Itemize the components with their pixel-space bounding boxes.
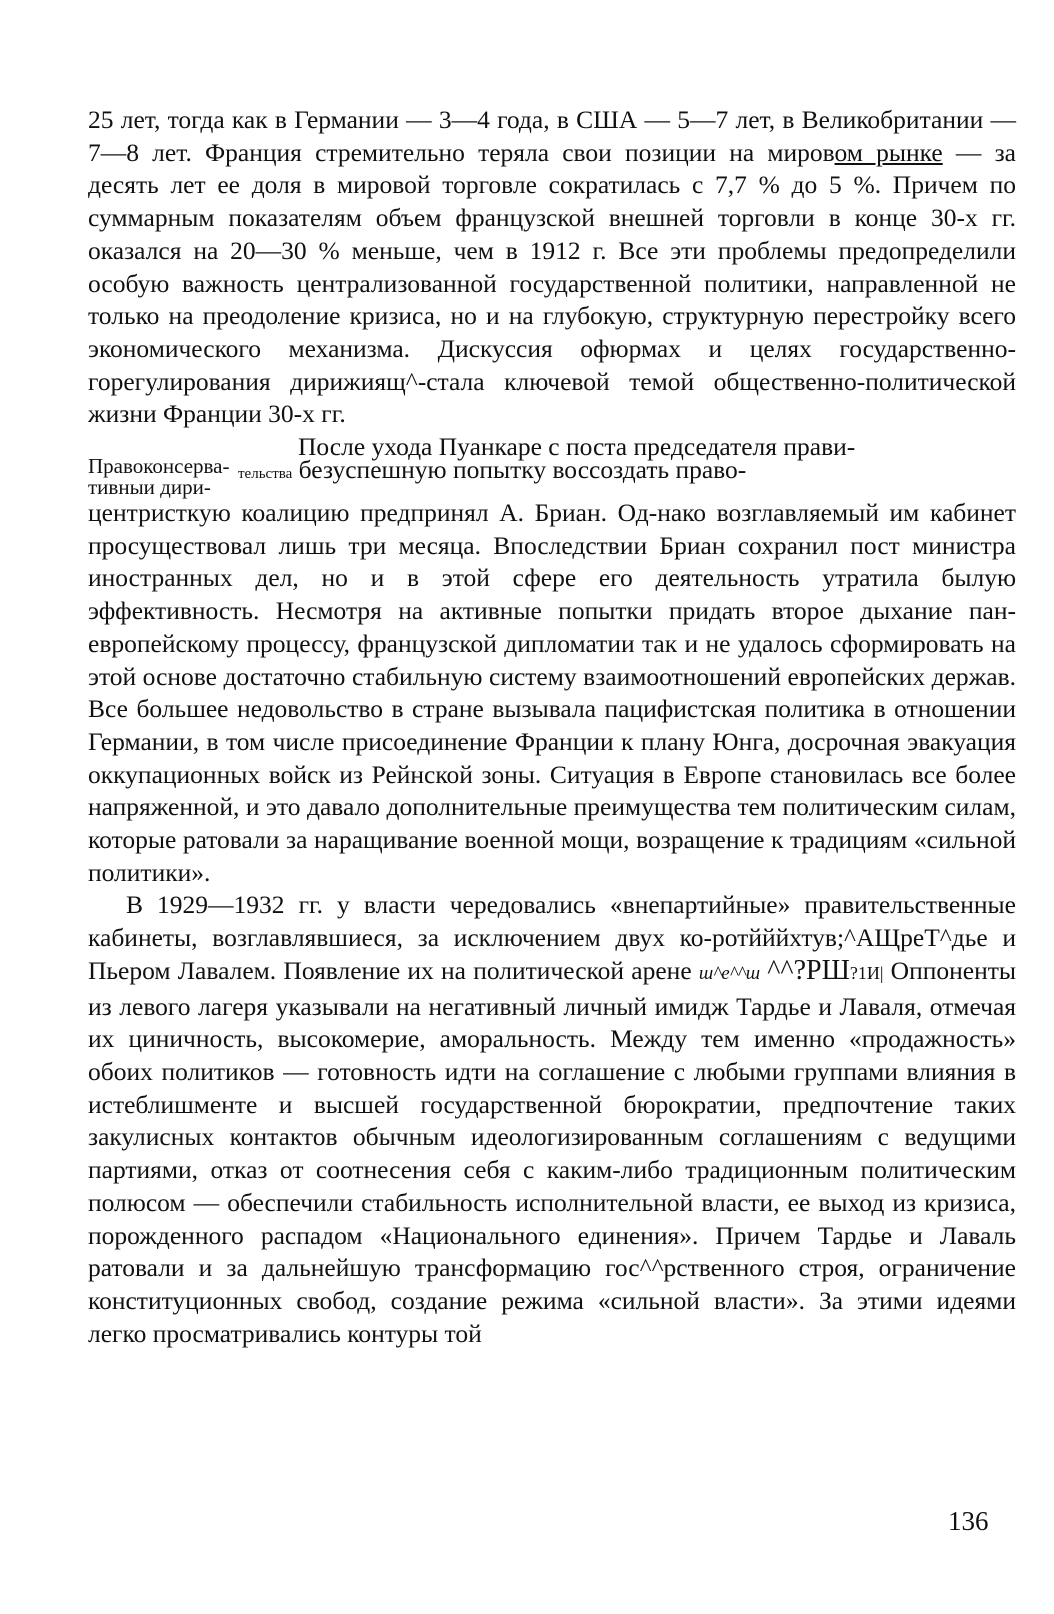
margin-note-line-1: Правоконсерва- [88, 454, 230, 479]
paragraph-2: центристкую коалицию предпринял А. Бриан. Од-нако возглавляемый им кабинет просуществовал лишь три месяца. Впоследствии Бриан сохранил пост министра иностранных дел, но и в этой сфере его деятельность утратила былую эффективность. Несмотря на активные попытки придать второе дыхание пан-европейскому процессу, французской дипломатии так и не удалось сформировать на этой основе достаточно стабильную систему взаимоотношений европейских держав. Все большее недовольство в стране вызывала пацифистская политика в отношении Германии, в том числе присоединение Франции к плану Юнга, досрочная эвакуация оккупационных войск из Рейнской зоны. Ситуация в Европе становилась все более напряженной, и это давало дополнительные преимущества тем политическим силам, которые ратовали за наращивание военной мощи, возращение к традициям «сильной политики». [88, 498, 1016, 887]
paragraph-2-first-line: После ухода Пуанкаре с поста председателя прави- [298, 432, 856, 462]
page-number: 136 [948, 1506, 989, 1536]
margin-note-line-2: тивныи дири- [88, 475, 211, 500]
paragraph-1-rest: — за десять лет ее доля в мировой торговле сократилась с 7,7 % до 5 %. Причем по суммарным показателям объем французской внешней торговли в конце 30-х гг. оказался на 20—30 % меньше, чем в 1912 г. Все эти проблемы предопределили особую важность централизованной государственной политики, направленной не только на преодоление кризиса, но и на глубокую, структурную перестройку всего экономического механизма. Дискуссия офюрмах и целях государственно-горегулирования дирижиящ^-стала ключевой темой общественно-политической жизни Франции 30-х гг. [88, 137, 1016, 429]
garbled-text-3: ?1И| [849, 962, 884, 983]
underlined-text: ом рынке [834, 137, 943, 167]
margin-note [88, 456, 288, 498]
body-text [88, 104, 1016, 1350]
marginal-row [88, 431, 1016, 500]
paragraph-1 [88, 104, 1016, 431]
paragraph-2-second-line-text: безуспешную попытку воссоздать право- [298, 455, 747, 485]
paragraph-3-start: В 1929—1932 гг. у власти чередовались «внепартийные» правительственные кабинеты, возглавлявшиеся, за исключением двух ко-ротйййхтув;^АЩреТ^дье и Пьером Лавалем. Появление их на политической арене [88, 890, 1016, 985]
marginal-subscript: тельства [238, 466, 293, 483]
paragraph-3-rest: Оппоненты из левого лагеря указывали на негативный личный имидж Тардье и Лаваля, отмечая их циничность, высокомерие, аморальность. Между тем именно «продажность» обоих политиков — готовность идти на соглашение с любыми группами влияния в истеблишменте и высшей государственной бюрократии, предпочтение таких закулисных контактов обычным идеологизированным соглашениям с ведущими партиями, отказ от соотнесения себя с каким-либо традиционным политическим полюсом — обеспечили стабильность исполнительной власти, ее выход из кризиса, порожденного распадом «Национального единения». Причем Тардье и Лаваль ратовали и за дальнейшую трансформацию гос^^рственного строя, ограничение конституционных свобод, создание режима «сильной власти». За этими идеями легко просматривались контуры той [88, 955, 1017, 1348]
paragraph-2-second-line [238, 454, 746, 491]
paragraph-1-text: 25 лет, тогда как в Германии — 3—4 года, в США — 5—7 лет, в Великобритании — 7—8 лет. Франция стремительно теряла свои позиции на миров [88, 105, 1016, 167]
paragraph-3 [88, 889, 1016, 1350]
garbled-text-1: ш^е^^ш [698, 962, 761, 984]
garbled-text-2: ^^?РШ [767, 954, 850, 986]
